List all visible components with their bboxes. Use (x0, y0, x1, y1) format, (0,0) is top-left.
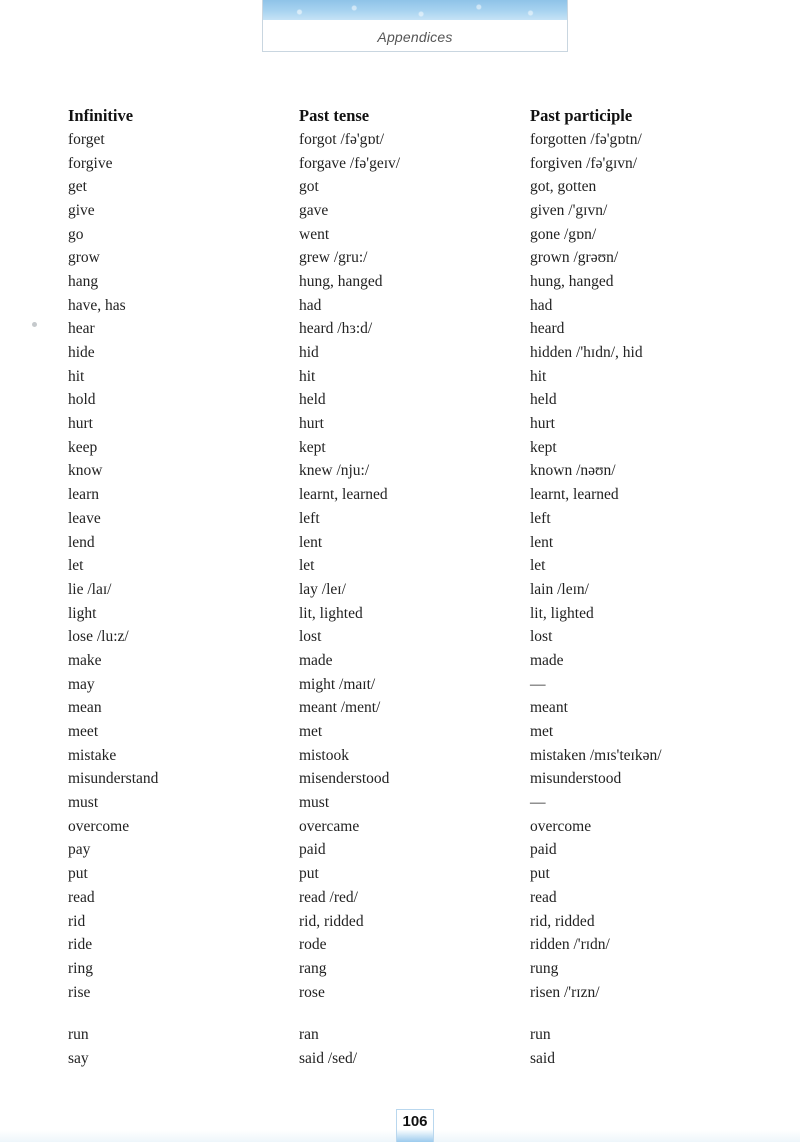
cell-past-participle: held (530, 391, 557, 409)
table-row (68, 270, 748, 294)
cell-past-participle: made (530, 651, 564, 669)
cell-past-tense: hid (299, 344, 319, 362)
cell-past-participle: put (530, 865, 550, 883)
cell-infinitive: say (68, 1049, 89, 1067)
column-header-past-tense: Past tense (299, 106, 370, 125)
cell-infinitive: know (68, 462, 103, 480)
cell-past-participle: hit (530, 367, 547, 385)
cell-infinitive: pay (68, 841, 91, 859)
cell-past-tense: hit (299, 367, 316, 385)
cell-infinitive: must (68, 794, 99, 812)
cell-past-participle: gone /gɒn/ (530, 225, 597, 243)
cell-past-participle: forgotten /fə'gɒtn/ (530, 130, 642, 148)
cell-past-participle: lost (530, 628, 553, 646)
cell-past-tense: rid, ridded (299, 912, 364, 930)
cell-infinitive: hide (68, 344, 95, 362)
cell-infinitive: read (68, 888, 95, 906)
cell-past-tense: meant /ment/ (299, 699, 381, 717)
cell-infinitive: run (68, 1026, 89, 1044)
table-row (68, 175, 748, 199)
table-row (68, 791, 748, 815)
cell-past-participle: kept (530, 438, 557, 456)
cell-infinitive: ring (68, 959, 93, 977)
cell-past-tense: forgot /fə'gɒt/ (299, 130, 385, 148)
cell-past-participle: hidden /'hɪdn/, hid (530, 344, 643, 362)
column-header-infinitive: Infinitive (68, 106, 134, 125)
cell-past-participle: run (530, 1026, 551, 1044)
table-row (68, 483, 748, 507)
margin-dot (32, 322, 37, 327)
cell-infinitive: ride (68, 936, 93, 954)
cell-infinitive: may (68, 675, 95, 693)
table-header-row (68, 104, 748, 128)
cell-infinitive: keep (68, 438, 98, 456)
cell-infinitive: forget (68, 130, 105, 148)
cell-past-tense: must (299, 794, 330, 812)
cell-past-participle: paid (530, 841, 557, 859)
cell-past-participle: met (530, 723, 554, 741)
cell-past-tense: left (299, 509, 320, 527)
table-row (68, 720, 748, 744)
cell-infinitive: rise (68, 983, 91, 1001)
cell-infinitive: lend (68, 533, 95, 551)
cell-past-tense: paid (299, 841, 326, 859)
cell-infinitive: give (68, 201, 95, 219)
cell-infinitive: mistake (68, 746, 117, 764)
cell-infinitive: misunderstand (68, 770, 159, 788)
table-row (68, 649, 748, 673)
table-row (68, 1047, 748, 1071)
cell-infinitive: mean (68, 699, 102, 717)
cell-past-participle: forgiven /fə'gɪvn/ (530, 154, 638, 172)
cell-past-participle: mistaken /mɪs'teɪkən/ (530, 746, 662, 764)
table-row (68, 862, 748, 886)
header-decorative-band (263, 0, 567, 20)
cell-past-tense: lent (299, 533, 323, 551)
cell-infinitive: hold (68, 391, 96, 409)
table-row (68, 839, 748, 863)
table-row (68, 673, 748, 697)
table-row (68, 294, 748, 318)
cell-past-tense: rose (299, 983, 325, 1001)
cell-past-tense: gave (299, 201, 329, 219)
table-row (68, 531, 748, 555)
table-row (68, 318, 748, 342)
cell-infinitive: lie /laɪ/ (68, 580, 112, 598)
cell-infinitive: learn (68, 486, 99, 504)
cell-infinitive: overcome (68, 817, 130, 835)
cell-infinitive: light (68, 604, 97, 622)
cell-infinitive: meet (68, 723, 99, 741)
cell-infinitive: lose /lu:z/ (68, 628, 129, 646)
table-row (68, 744, 748, 768)
cell-past-participle: lain /leɪn/ (530, 580, 589, 598)
cell-past-participle: overcome (530, 817, 592, 835)
table-row (68, 933, 748, 957)
cell-past-participle: misunderstood (530, 770, 622, 788)
table-row (68, 981, 748, 1005)
table-row (68, 412, 748, 436)
table-row (68, 199, 748, 223)
cell-past-tense: mistook (299, 746, 349, 764)
cell-infinitive: go (68, 225, 84, 243)
table-row (68, 1023, 748, 1047)
table-row (68, 507, 748, 531)
cell-past-tense: might /maɪt/ (299, 675, 376, 693)
cell-past-tense: let (299, 557, 315, 575)
cell-past-tense: put (299, 865, 319, 883)
table-row (68, 389, 748, 413)
cell-past-participle: — (530, 675, 546, 693)
cell-past-tense: ran (299, 1026, 319, 1044)
section-title: Appendices (377, 29, 453, 45)
table-body (68, 128, 748, 1071)
cell-infinitive: let (68, 557, 84, 575)
cell-past-tense: overcame (299, 817, 360, 835)
table-row (68, 223, 748, 247)
table-row (68, 341, 748, 365)
table-row (68, 365, 748, 389)
cell-past-participle: let (530, 557, 546, 575)
cell-past-participle: rung (530, 959, 559, 977)
cell-past-tense: hung, hanged (299, 272, 383, 290)
column-header-past-participle: Past participle (530, 106, 633, 125)
cell-infinitive: hit (68, 367, 85, 385)
table-row (68, 815, 748, 839)
cell-infinitive: rid (68, 912, 86, 930)
cell-infinitive: leave (68, 509, 101, 527)
irregular-verbs-table (68, 104, 748, 1071)
cell-past-tense: forgave /fə'geɪv/ (299, 154, 401, 172)
cell-infinitive: hurt (68, 415, 93, 433)
cell-past-tense: hurt (299, 415, 324, 433)
cell-past-participle: left (530, 509, 551, 527)
cell-infinitive: put (68, 865, 88, 883)
cell-past-tense: made (299, 651, 333, 669)
cell-past-participle: said (530, 1049, 555, 1067)
cell-past-participle: — (530, 794, 546, 812)
cell-past-tense: said /sed/ (299, 1049, 358, 1067)
cell-past-tense: lit, lighted (299, 604, 363, 622)
cell-past-tense: met (299, 723, 323, 741)
table-row (68, 436, 748, 460)
cell-past-tense: learnt, learned (299, 486, 388, 504)
table-row (68, 246, 748, 270)
cell-past-tense: lost (299, 628, 322, 646)
cell-past-participle: read (530, 888, 557, 906)
page-number: 106 (396, 1109, 434, 1142)
cell-infinitive: hang (68, 272, 99, 290)
cell-past-tense: knew /nju:/ (299, 462, 370, 480)
cell-past-tense: held (299, 391, 326, 409)
cell-infinitive: hear (68, 320, 95, 338)
cell-past-tense: got (299, 178, 319, 196)
cell-past-participle: lent (530, 533, 554, 551)
table-row (68, 460, 748, 484)
table-row (68, 554, 748, 578)
header-tab (262, 0, 568, 52)
cell-past-participle: meant (530, 699, 568, 717)
table-row (68, 768, 748, 792)
cell-past-participle: had (530, 296, 553, 314)
table-row (68, 128, 748, 152)
cell-past-participle: ridden /'rɪdn/ (530, 936, 610, 954)
cell-past-tense: kept (299, 438, 326, 456)
table-row (68, 602, 748, 626)
cell-past-tense: had (299, 296, 322, 314)
cell-past-tense: lay /leɪ/ (299, 580, 346, 598)
cell-infinitive: grow (68, 249, 100, 267)
cell-past-participle: hung, hanged (530, 272, 614, 290)
cell-past-participle: risen /'rɪzn/ (530, 983, 600, 1001)
cell-infinitive: make (68, 651, 102, 669)
cell-infinitive: forgive (68, 154, 113, 172)
cell-past-tense: rang (299, 959, 327, 977)
cell-past-participle: rid, ridded (530, 912, 595, 930)
cell-past-tense: rode (299, 936, 327, 954)
cell-past-participle: grown /grəʊn/ (530, 249, 619, 267)
cell-infinitive: get (68, 178, 87, 196)
cell-past-participle: given /'gɪvn/ (530, 201, 608, 219)
cell-past-participle: lit, lighted (530, 604, 594, 622)
cell-past-tense: heard /hɜ:d/ (299, 320, 373, 338)
cell-past-participle: got, gotten (530, 178, 597, 196)
table-row (68, 578, 748, 602)
table-row (68, 625, 748, 649)
cell-past-participle: known /nəʊn/ (530, 462, 616, 480)
cell-infinitive: have, has (68, 296, 126, 314)
cell-past-participle: learnt, learned (530, 486, 619, 504)
table-row (68, 910, 748, 934)
cell-past-participle: heard (530, 320, 565, 338)
cell-past-tense: read /red/ (299, 888, 358, 906)
cell-past-participle: hurt (530, 415, 555, 433)
table-row (68, 886, 748, 910)
cell-past-tense: went (299, 225, 330, 243)
cell-past-tense: misenderstood (299, 770, 390, 788)
table-row (68, 957, 748, 981)
table-row (68, 697, 748, 721)
table-row (68, 152, 748, 176)
cell-past-tense: grew /gru:/ (299, 249, 368, 267)
